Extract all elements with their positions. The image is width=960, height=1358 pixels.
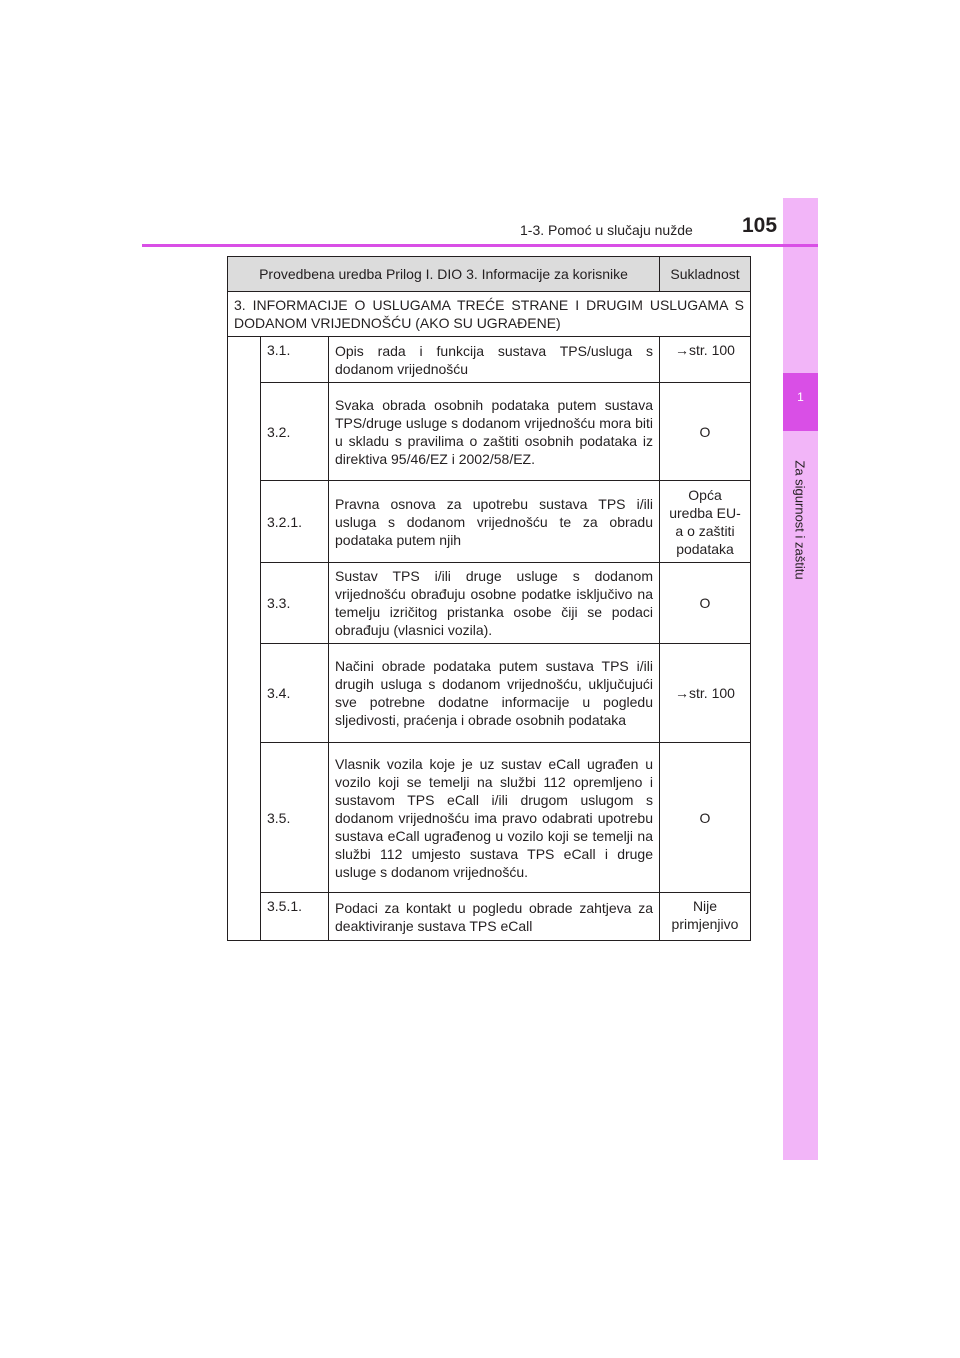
- row-compliance: →str. 100: [660, 644, 751, 743]
- table-header-left: Provedbena uredba Prilog I. DIO 3. Informacije za korisnike: [228, 257, 660, 292]
- table-row: [228, 743, 751, 893]
- row-number: 3.1.: [261, 337, 329, 383]
- row-description: Pravna osnova za upotrebu sustava TPS i/ili usluga s dodanom vrijednošću te za obradu podataka putem njih: [329, 481, 660, 563]
- row-description: Sustav TPS i/ili druge usluge s dodanom vrijednošću obrađuju osobne podatke isključivo na temelju izričitog pristanka osobe čiji se podaci obrađuju (vlasnici vozila).: [329, 563, 660, 644]
- row-number: 3.2.: [261, 383, 329, 481]
- row-compliance: →str. 100: [660, 337, 751, 383]
- table-row: [228, 383, 751, 481]
- row-number: 3.4.: [261, 644, 329, 743]
- table-row: [228, 644, 751, 743]
- row-compliance: O: [660, 383, 751, 481]
- row-number: 3.5.1.: [261, 893, 329, 941]
- chapter-number: 1: [797, 390, 804, 404]
- row-number: 3.3.: [261, 563, 329, 644]
- chapter-title: Za sigurnost i zaštitu: [792, 460, 808, 580]
- page-number: 105: [742, 214, 778, 237]
- row-description: Podaci za kontakt u pogledu obrade zahtjeva za deaktiviranje sustava TPS eCall: [329, 893, 660, 941]
- row-description: Svaka obrada osobnih podataka putem sustava TPS/druge usluge s dodanom vrijednošću mora biti u skladu s pravilima o zaštiti osobnih podataka iz direktiva 95/46/EZ i 2002/58/EZ.: [329, 383, 660, 481]
- row-compliance: O: [660, 743, 751, 893]
- row-description: Načini obrade podataka putem sustava TPS i/ili drugih usluga s dodanom vrijednošću, uključujući sve potrebne dodatne informacije u pogledu sljedivosti, praćenja i obrade osobnih podataka: [329, 644, 660, 743]
- compliance-table: [227, 256, 751, 941]
- row-description: Opis rada i funkcija sustava TPS/usluga s dodanom vrijednošću: [329, 337, 660, 383]
- row-number: 3.2.1.: [261, 481, 329, 563]
- indent-cell: [228, 337, 261, 941]
- row-compliance: Nije primjenjivo: [660, 893, 751, 941]
- row-description: Vlasnik vozila koje je uz sustav eCall ugrađen u vozilo koji se temelji na službi 112 opremljeno i sustavom TPS eCall i/ili drugom uslugom s dodanom vrijednošću ima pravo odabrati upotrebu sustava eCall ugrađenog u vozilo koji se temelji na službi 112 umjesto sustava TPS eCall i druge usluge s dodanom vrijednošću.: [329, 743, 660, 893]
- row-compliance: Opća uredba EU-a o zaštiti podataka: [660, 481, 751, 563]
- table-row: [228, 481, 751, 563]
- table-section-row: [228, 292, 751, 337]
- table-row: [228, 337, 751, 383]
- section-heading: 3. INFORMACIJE O USLUGAMA TREĆE STRANE I DRUGIM USLUGAMA S DODANOM VRIJEDNOŠĆU (AKO SU UGRAĐENE): [228, 292, 751, 337]
- row-compliance: O: [660, 563, 751, 644]
- table-row: [228, 893, 751, 941]
- header-divider: [142, 244, 818, 247]
- row-number: 3.5.: [261, 743, 329, 893]
- chapter-side-tab: [783, 198, 818, 1160]
- table-row: [228, 563, 751, 644]
- table-header-row: [228, 257, 751, 292]
- table-header-right: Sukladnost: [660, 257, 751, 292]
- section-title: 1-3. Pomoć u slučaju nužde: [520, 222, 693, 238]
